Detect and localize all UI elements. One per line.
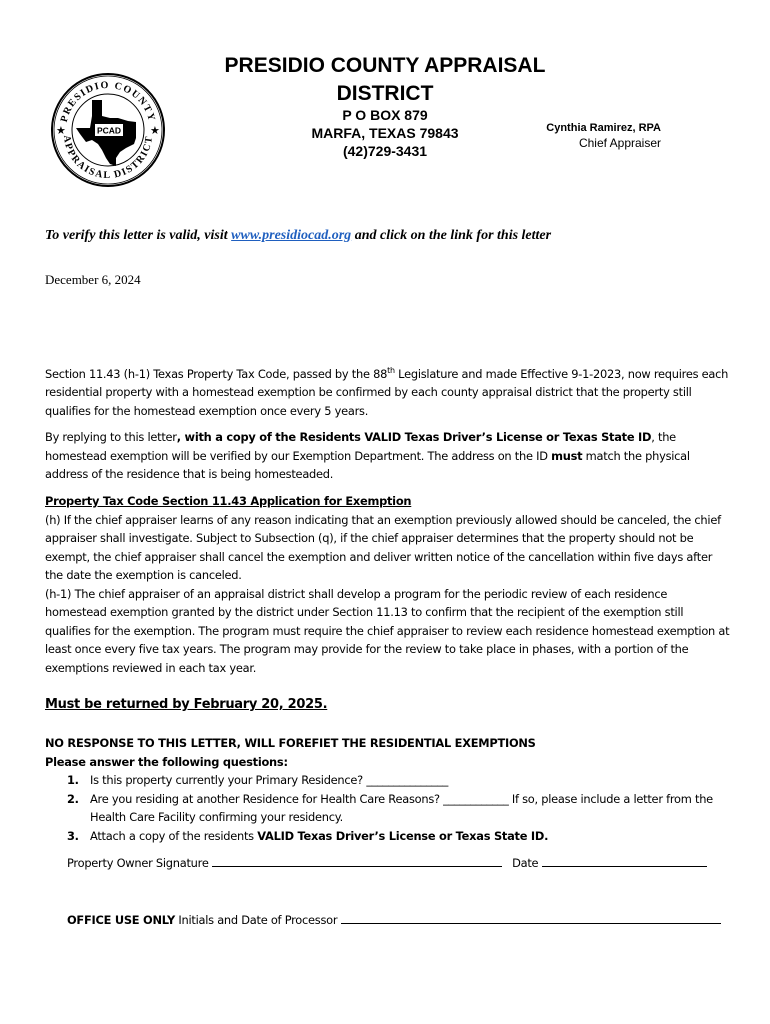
district-title (190, 52, 580, 108)
questions-section (45, 734, 735, 845)
processor-initials-field[interactable] (341, 912, 721, 924)
verify-link[interactable]: www.presidiocad.org (231, 228, 352, 243)
appraiser-title: Chief Appraiser (578, 136, 661, 150)
owner-signature-label: Property Owner Signature (67, 856, 212, 870)
district-address (285, 106, 485, 160)
para1-text-cont: Legislature and made Effective 9-1-2023, now requires each residential property with a homestead exemption be confirmed by each county appraisal district that the property still qualifies for the homestead exemption once every 5 years. (45, 366, 729, 418)
signature-date-field[interactable] (542, 855, 707, 867)
verify-notice (45, 228, 745, 244)
seal-ring-text-bottom: APPRAISAL DISTRICT (60, 134, 156, 182)
tax-code-h1: (h-1) The chief appraiser of an appraisal district shall develop a program for the periodic review of each residence homestead exemption granted by the district under Section 11.13 to confirm that the recipient of the exemption still qualifies for the exemption. The program must require the chief appraiser to review each residence homestead exemption at least once every five tax years. The program may provide for the review to take place in phases, with a portion of the exemptions reviewed in each tax year. (45, 586, 730, 675)
tax-code-heading: Property Tax Code Section 11.43 Application for Exemption (45, 494, 412, 508)
signature-date-label: Date (512, 856, 542, 870)
tax-code-section (45, 492, 730, 677)
pcad-seal-logo (50, 72, 166, 188)
chief-appraiser-block (500, 121, 661, 151)
question-3-text: Attach a copy of the residents (90, 828, 258, 843)
question-3 (45, 827, 735, 846)
questions-list (45, 771, 735, 845)
question-1-number: 1. (67, 773, 79, 787)
signature-line (67, 855, 737, 870)
para2-text-end: match the physical address of the residence that is being homesteaded. (45, 448, 690, 481)
no-response-warning: NO RESPONSE TO THIS LETTER, WILL FOREFIET THE RESIDENTIAL EXEMPTIONS (45, 736, 536, 750)
office-use-line (67, 912, 737, 927)
owner-signature-field[interactable] (212, 855, 502, 867)
seal-star-right-icon: ★ (150, 124, 160, 137)
district-title-line2: DISTRICT (336, 82, 434, 105)
question-2[interactable] (45, 790, 735, 827)
para2-text: By replying to this letter (45, 430, 177, 444)
question-1[interactable] (45, 771, 735, 790)
address-po-box: P O BOX 879 (342, 107, 428, 123)
tax-code-h: (h) If the chief appraiser learns of any reason indicating that an exemption previously allowed should be canceled, the chief appraiser shall investigate. Subject to Subsection (q), if the chief appraiser determines that the property should not be exempt, the chief appraiser shall cancel the exemption and deliver written notice of the cancellation within five days after the date the exemption is canceled. (45, 512, 721, 582)
seal-center-text: PCAD (96, 125, 122, 136)
para1-text: Section 11.43 (h-1) Texas Property Tax Code, passed by the 88 (45, 366, 388, 381)
address-phone: (42)729-3431 (342, 143, 428, 159)
para1-superscript: th (387, 366, 395, 375)
para2-text-mid: , the homestead exemption will be verified by our Exemption Department. The address on the ID (45, 430, 676, 463)
paragraph-legislation (45, 362, 730, 420)
para2-bold-id: , with a copy of the Residents VALID Texas Driver’s License or Texas State ID (176, 430, 652, 444)
question-3-number: 3. (67, 828, 79, 843)
district-title-line1: PRESIDIO COUNTY APPRAISAL (224, 54, 546, 77)
paragraph-reply-instructions (45, 428, 730, 484)
question-3-bold: VALID Texas Driver’s License or Texas State ID. (257, 828, 549, 843)
office-use-only-label: OFFICE USE ONLY (67, 913, 175, 927)
address-city-state: MARFA, TEXAS 79843 (311, 125, 459, 141)
question-2-number: 2. (67, 791, 79, 806)
return-deadline: Must be returned by February 20, 2025. (45, 697, 328, 712)
seal-ring-text-top: PRESIDIO COUNTY (58, 79, 158, 124)
processor-initials-label: Initials and Date of Processor (175, 913, 341, 927)
letter-date: December 6, 2024 (45, 272, 141, 287)
question-2-text: Are you residing at another Residence for Health Care Reasons? ____________ If so, please include a letter from the Health Care Facility confirming your residency. (90, 791, 713, 824)
appraiser-name: Cynthia Ramirez, RPA (546, 122, 661, 134)
verify-suffix: and click on the link for this letter (351, 228, 552, 243)
verify-prefix: To verify this letter is valid, visit (45, 228, 232, 243)
questions-instruction: Please answer the following questions: (45, 754, 288, 769)
question-1-text: Is this property currently your Primary Residence? _______________ (90, 773, 449, 787)
seal-star-left-icon: ★ (56, 124, 66, 137)
para2-bold-must: must (551, 448, 583, 463)
